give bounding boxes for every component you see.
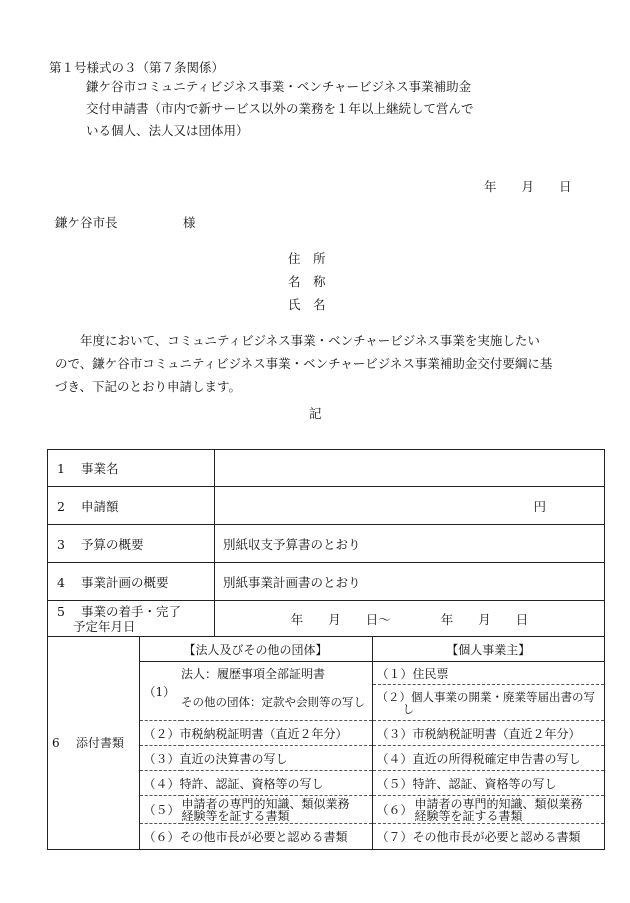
row-number: 3 [57, 536, 65, 552]
indiv-doc: （３）市税納税証明書（直近２年分） [372, 721, 604, 746]
row-label: 2 申請額 [48, 487, 215, 525]
row-label: 4 事業計画の概要 [48, 563, 215, 601]
project-name-field [215, 450, 605, 487]
corp-doc: （５） 申請者の専門的知識、類似業務 経験等を証する書類 [139, 796, 372, 824]
addressee: 鎌ケ谷市長 [55, 215, 118, 230]
corp-doc: その他の団体：定款や会則等の写し [181, 695, 365, 710]
corp-item-number: （1） [139, 662, 181, 721]
amount-field: 円 [215, 487, 605, 525]
row-number: 2 [57, 498, 65, 514]
row-number: 5 [57, 603, 65, 619]
paragraph-line: づき、下記のとおり申請します。 [55, 379, 242, 394]
plan-summary-value: 別紙事業計画書のとおり [215, 563, 605, 601]
date-field: 年 月 日 [484, 179, 572, 194]
table-row [48, 525, 605, 563]
row-label: 3 予算の概要 [48, 525, 215, 563]
paragraph-line: 年度において、コミュニティビジネス事業・ベンチャービジネス事業を実施したい [55, 333, 540, 348]
table-row [48, 601, 605, 637]
corp-doc: （２）市税納税証明書（直近２年分） [139, 721, 372, 746]
row-label: 5 事業の着手・完了 予定年月日 [48, 601, 215, 637]
row-number: 4 [57, 574, 65, 590]
corp-doc: 法人：履歴事項全部証明書 [181, 662, 372, 685]
indiv-doc: （２）個人事業の開業・廃業等届出書の写 し [372, 685, 604, 721]
title-line: 交付申請書（市内で新サービス以外の業務を１年以上継続して営んで [86, 101, 474, 116]
corp-doc: （４）特許、認証、資格等の写し [139, 771, 372, 796]
budget-summary-value: 別紙収支予算書のとおり [215, 525, 605, 563]
corp-doc: （３）直近の決算書の写し [139, 746, 372, 771]
application-paragraph [55, 329, 552, 398]
table-row [48, 450, 605, 487]
person-name-label: 氏 名 [288, 297, 326, 312]
individual-header: 【個人事業主】 [372, 637, 604, 662]
addressee-suffix: 様 [183, 215, 196, 230]
paragraph-line: ので、鎌ケ谷市コミュニティビジネス事業・ベンチャービジネス事業補助金交付要綱に基 [55, 356, 553, 371]
corp-doc: （６）その他市長が必要と認める書類 [139, 824, 372, 849]
form-number: 第１号様式の３（第７条関係） [49, 60, 225, 75]
indiv-doc: （６） 申請者の専門的知識、類似業務 経験等を証する書類 [372, 796, 604, 824]
form-title [86, 76, 474, 142]
name-label: 名 称 [288, 274, 326, 289]
indiv-doc: （７）その他市長が必要と認める書類 [372, 824, 604, 849]
attachments-table [48, 637, 604, 849]
row-label: 1 事業名 [48, 450, 215, 487]
table-row [48, 487, 605, 525]
ki-heading: 記 [309, 406, 322, 421]
attachments-row [48, 637, 605, 850]
title-line: いる個人、法人又は団体用） [86, 123, 249, 138]
indiv-doc: （１）住民票 [372, 662, 604, 685]
row-number: 1 [57, 461, 65, 476]
indiv-doc: （５）特許、認証、資格等の写し [372, 771, 604, 796]
schedule-dates: 年 月 日～ 年 月 日 [215, 601, 605, 637]
attachments-label: 6 添付書類 [52, 736, 125, 751]
title-line: 鎌ケ谷市コミュニティビジネス事業・ベンチャービジネス事業補助金 [86, 79, 472, 94]
application-table [47, 449, 605, 850]
corp-header: 【法人及びその他の団体】 [139, 637, 372, 662]
indiv-doc: （４）直近の所得税確定申告書の写し [372, 746, 604, 771]
table-row [48, 563, 605, 601]
address-label: 住 所 [288, 251, 326, 266]
